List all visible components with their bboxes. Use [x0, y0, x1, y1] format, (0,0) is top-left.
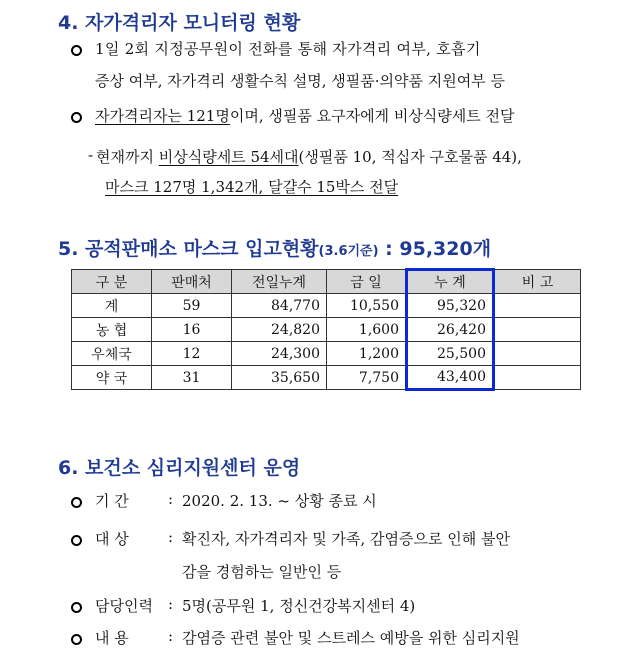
cell-note: [494, 294, 581, 318]
cell-category: 농 협: [72, 318, 152, 342]
s5-title-main: 5. 공적판매소 마스크 입고현황: [58, 238, 319, 260]
table-header-row: [72, 270, 581, 294]
s4-p2-text: 이며, 생필품 요구자에게: [229, 107, 394, 125]
s6-item-staff-value: 5명(공무원 1, 정신건강복지센터 4): [182, 597, 416, 615]
cell-note: [494, 342, 581, 366]
cell-outlets: 12: [152, 342, 232, 366]
circle-bullet-icon: [71, 634, 82, 645]
col-header: 전일누계: [232, 270, 327, 294]
s6-colon: :: [168, 627, 174, 645]
table-row: [72, 342, 581, 366]
cell-note: [494, 366, 581, 390]
s4-subitem-line1: [96, 146, 522, 167]
cell-cumulative: 95,320: [407, 294, 494, 318]
s4-quarantine-count: 자가격리자는 121명: [95, 107, 230, 125]
section5-title: [58, 234, 491, 261]
s4-paragraph2: [95, 105, 515, 126]
cell-note: [494, 318, 581, 342]
circle-bullet-icon: [71, 535, 82, 546]
s6-colon: :: [168, 528, 174, 546]
s6-item-target-cont: 감을 경험하는 일반인 등: [182, 563, 342, 581]
section4-title: 4. 자가격리자 모니터링 현황: [58, 12, 301, 34]
s5-title-total: : 95,320개: [378, 238, 492, 260]
circle-bullet-icon: [71, 45, 82, 56]
col-header: 금 일: [327, 270, 407, 294]
s5-title-date: (3.6기준): [318, 244, 379, 259]
dash-marker: -: [88, 146, 94, 164]
cell-category: 계: [72, 294, 152, 318]
col-header-highlighted: 누 계: [407, 270, 494, 294]
cell-prev-total: 35,650: [232, 366, 327, 390]
cell-today: 7,750: [327, 366, 407, 390]
cell-category: 약 국: [72, 366, 152, 390]
s4-paragraph1-line1: 1일 2회 지정공무원이 전화를 통해 자가격리 여부, 호흡기: [95, 40, 481, 58]
col-header: 판매처: [152, 270, 232, 294]
s6-item-staff-label: 담당인력: [95, 597, 153, 615]
cell-cumulative: 25,500: [407, 342, 494, 366]
s4-sub-detail: (생필품 10, 적십자 구호물품 44),: [298, 148, 522, 166]
circle-bullet-icon: [71, 112, 82, 123]
s6-item-content-value: 감염증 관련 불안 및 스트레스 예방을 위한 심리지원: [182, 629, 520, 647]
circle-bullet-icon: [71, 497, 82, 508]
cell-cumulative: 26,420: [407, 318, 494, 342]
cell-prev-total: 84,770: [232, 294, 327, 318]
col-header: 비 고: [494, 270, 581, 294]
s6-item-period-value: 2020. 2. 13. ~ 상황 종료 시: [182, 492, 377, 510]
cell-today: 1,600: [327, 318, 407, 342]
s6-item-target-value: 확진자, 자가격리자 및 가족, 감염증으로 인해 불안: [182, 530, 510, 548]
cell-outlets: 16: [152, 318, 232, 342]
s4-p2-emph: 비상식량세트 전달: [393, 107, 515, 125]
section6-title: 6. 보건소 심리지원센터 운영: [58, 457, 301, 479]
cell-outlets: 31: [152, 366, 232, 390]
cell-prev-total: 24,300: [232, 342, 327, 366]
cell-outlets: 59: [152, 294, 232, 318]
s6-colon: :: [168, 595, 174, 613]
col-header: 구 분: [72, 270, 152, 294]
table-row: [72, 294, 581, 318]
cell-today: 1,200: [327, 342, 407, 366]
s6-item-content-label: 내 용: [95, 629, 129, 647]
mask-stock-table: [71, 268, 581, 391]
table-row: [72, 366, 581, 390]
s6-item-period-label: 기 간: [95, 492, 129, 510]
cell-category: 우체국: [72, 342, 152, 366]
table-row: [72, 318, 581, 342]
cell-prev-total: 24,820: [232, 318, 327, 342]
cell-cumulative: 43,400: [407, 366, 494, 390]
s6-colon: :: [168, 490, 174, 508]
s4-subitem-line2: 마스크 127명 1,342개, 달걀수 15박스 전달: [105, 178, 399, 196]
s4-sub-emph: 비상식량세트 54세대: [158, 148, 299, 166]
s4-paragraph1-line2: 증상 여부, 자가격리 생활수칙 설명, 생필품·의약품 지원여부 등: [95, 72, 505, 90]
s4-sub-text: 현재까지: [96, 148, 159, 166]
s6-item-target-label: 대 상: [95, 530, 129, 548]
circle-bullet-icon: [71, 602, 82, 613]
cell-today: 10,550: [327, 294, 407, 318]
